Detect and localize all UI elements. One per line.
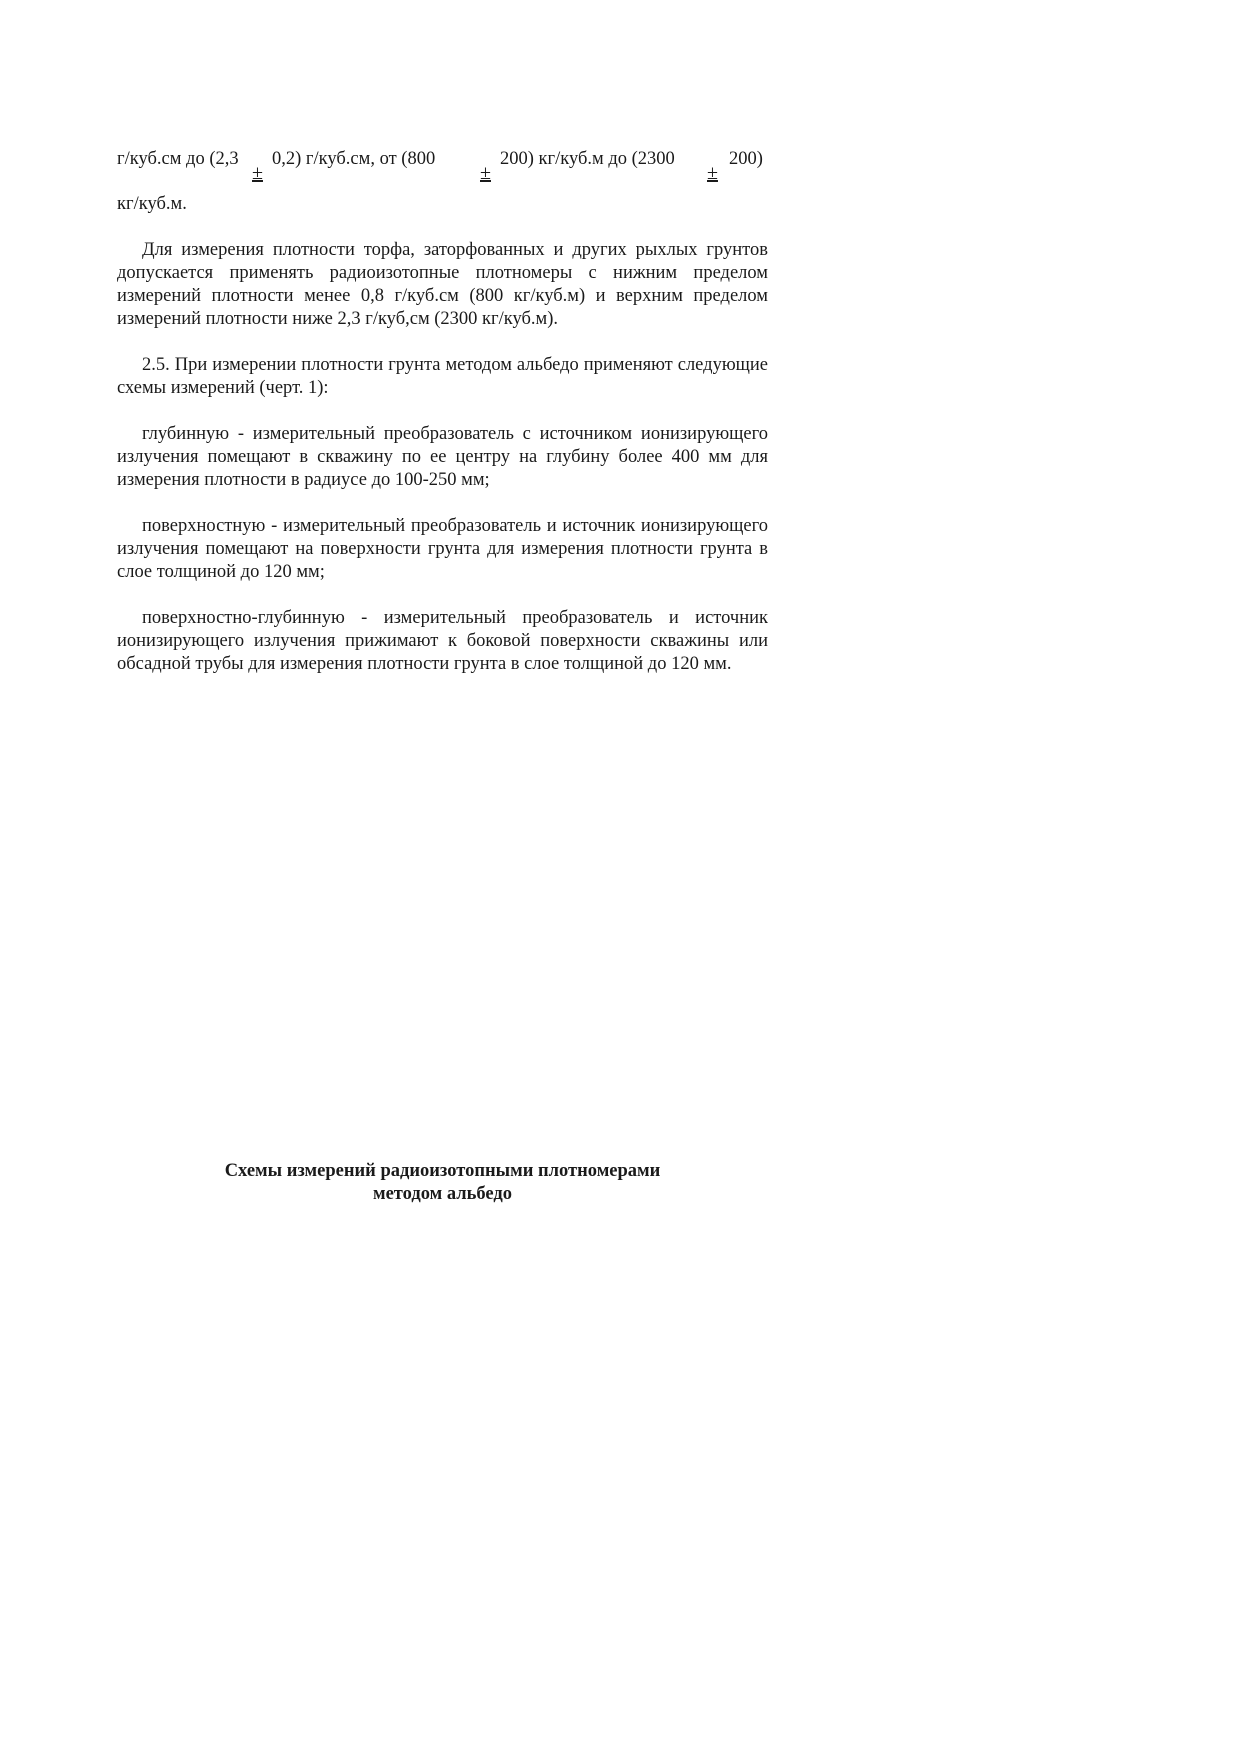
range-text-3: 200) кг/куб.м до (2300 bbox=[500, 149, 675, 169]
range-text-2: 0,2) г/куб.см, от (800 bbox=[272, 149, 436, 169]
plus-minus-symbol: ± bbox=[707, 162, 718, 184]
plus-minus-symbol: ± bbox=[252, 162, 263, 184]
document-body bbox=[117, 148, 768, 676]
figure-caption-line-1: Схемы измерений радиоизотопными плотномерами bbox=[224, 1161, 661, 1181]
continuation-line bbox=[117, 148, 768, 184]
figure-caption-line-2: методом альбедо bbox=[372, 1184, 512, 1204]
paragraph-scheme-deep: глубинную - измерительный преобразователь с источником ионизирующего излучения помещают в скважину по ее центру на глубину более 400 мм для измерения плотности в радиусе до 100-250 мм; bbox=[117, 424, 768, 490]
paragraph-peat-note: Для измерения плотности торфа, заторфованных и других рыхлых грунтов допускается применять радиоизотопные плотномеры с нижним пределом измерений плотности менее 0,8 г/куб.см (800 кг/куб.м) и верхним пределом измерений плотности ниже 2,3 г/куб,см (2300 кг/куб.м). bbox=[117, 240, 768, 329]
plus-minus-symbol: ± bbox=[480, 162, 491, 184]
figure-caption bbox=[117, 1160, 768, 1206]
paragraph-scheme-surface-deep: поверхностно-глубинную - измерительный преобразователь и источник ионизирующего излучения прижимают к боковой поверхности скважины или обсадной трубы для измерения плотности грунта в слое толщиной до 120 мм. bbox=[117, 608, 768, 674]
range-text-1: г/куб.см до (2,3 bbox=[117, 149, 239, 169]
continuation-tail: кг/куб.м. bbox=[117, 194, 187, 214]
paragraph-scheme-surface: поверхностную - измерительный преобразователь и источник ионизирующего излучения помещают на поверхности грунта для измерения плотности грунта в слое толщиной до 120 мм; bbox=[117, 516, 768, 582]
range-text-4: 200) bbox=[729, 149, 763, 169]
paragraph-section-2-5: 2.5. При измерении плотности грунта методом альбедо применяют следующие схемы измерений (черт. 1): bbox=[117, 355, 768, 398]
